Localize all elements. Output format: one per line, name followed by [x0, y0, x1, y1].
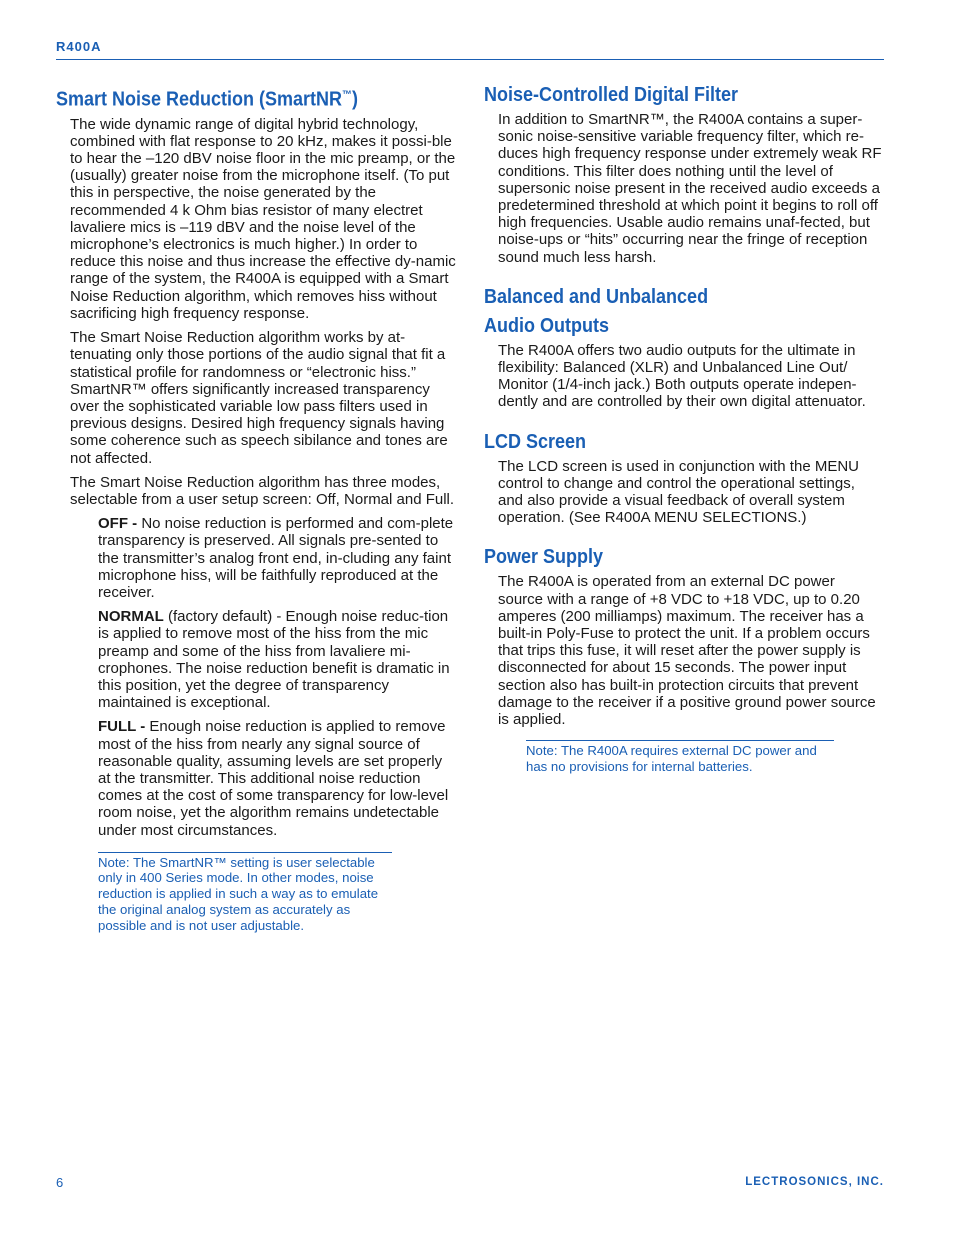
- filter-paragraph: In addition to SmartNR™, the R400A contains a super-sonic noise-sensitive variable frequency filter, which re-duces high frequency response under extremely weak RF conditions. This filter does nothing until the level of supersonic noise present in the received audio exceeds a predetermined threshold at which point it begins to roll off high frequencies. Usable audio remains unaf-fected, but noise-ups or “hits” occurring near the fringe of reception sound much less harsh.: [498, 111, 882, 266]
- mode-off-text: No noise reduction is performed and com-plete transparency is preserved. All signals pre-sented to the transmitter’s analog front end, in-cluding any faint microphone hiss, will be faithfully reproduced at the receiver.: [98, 515, 454, 601]
- smartnr-paragraph-2: The Smart Noise Reduction algorithm works by at-tenuating only those portions of the audio signal that fit a statistical profile for randomness or “electronic hiss.” SmartNR™ offers significantly increased transparency over the sophisticated variable low pass filters used in previous designs. Desired high frequency signals having some coherence such as speech sibilance and tones are not affected.: [70, 329, 448, 467]
- outputs-heading-line-1: Balanced and Unbalanced: [484, 285, 709, 308]
- filter-heading: Noise-Controlled Digital Filter: [484, 84, 739, 106]
- running-header-model: R400A: [56, 39, 102, 54]
- left-column: [56, 82, 458, 933]
- mode-normal-text: (factory default) - Enough noise reduc-tion is applied to remove most of the hiss from the mic preamp and some of the hiss from lavaliere mi-crophones. The noise reduction benefit is dramatic in this position, yet the degree of transparency maintained is exceptional.: [98, 608, 450, 712]
- smartnr-paragraph-3: The Smart Noise Reduction algorithm has three modes, selectable from a user setup screen: Off, Normal and Full.: [70, 473, 455, 508]
- mode-normal: [98, 608, 458, 711]
- mode-normal-label: NORMAL: [98, 608, 164, 626]
- power-heading: Power Supply: [484, 546, 604, 569]
- smartnr-heading-text: Smart Noise Reduction (SmartNR: [56, 88, 343, 111]
- power-paragraph: The R400A is operated from an external DC power source with a range of +8 VDC to +18 VDC, up to 0.20 amperes (200 milliamps) maximum. The receiver has a built-in Poly-Fuse to protect the unit. If a problem occurs that trips this fuse, it will reset after the power supply is disconnected for about 15 seconds. The power input section also has built-in protection circuits that prevent damage to the receiver if a positive ground power source is applied.: [498, 573, 876, 729]
- smartnr-heading: [56, 82, 418, 113]
- smartnr-heading-tm: ™: [342, 89, 352, 101]
- outputs-heading-line-2: Audio Outputs: [484, 314, 609, 337]
- mode-full-label: FULL -: [98, 718, 146, 736]
- mode-full-text: Enough noise reduction is applied to remove most of the hiss from nearly any signal source of reasonable quality, assuming levels are set properly at the transmitter. This additional noise reduction comes at the cost of some transparency for low-level room noise, yet the algorithm remains undetectable under most circumstances.: [98, 718, 449, 839]
- smartnr-note: Note: The SmartNR™ setting is user selectable only in 400 Series mode. In other modes, noise reduction is applied in such a way as to emulate the original analog system as accurately as possible and is not user adjustable.: [98, 852, 392, 934]
- outputs-paragraph: The R400A offers two audio outputs for the ultimate in flexibility: Balanced (XLR) and Unbalanced Line Out/ Monitor (1/4-inch jack.) Both outputs operate indepen-dently and are controlled by their own digital attenuator.: [498, 341, 866, 411]
- company-name: LECTROSONICS, INC.: [745, 1176, 884, 1188]
- smartnr-paragraph-1: The wide dynamic range of digital hybrid technology, combined with flat response to 20 kHz, makes it possi-ble to hear the –120 dBV noise floor in the mic preamp, or the (usually) greater noise from the microphone itself. (To put this in perspective, the noise generated by the recommended 4 k Ohm bias resistor of many electret lavaliere mics is –119 dBV and the noise level of the microphone’s electronics is much higher.) In order to reduce this noise and thus increase the effective dy-namic range of the system, the R400A is equipped with a Smart Noise Reduction algorithm, which removes hiss without sacrificing high frequency response.: [70, 115, 456, 322]
- lcd-paragraph: The LCD screen is used in conjunction with the MENU control to change and control the operational settings, and also provide a visual feedback of overall system operation. (See R400A MENU SELECTIONS.): [498, 457, 859, 527]
- mode-off-label: OFF -: [98, 515, 138, 533]
- page-number: 6: [56, 1175, 64, 1190]
- right-column: [484, 82, 884, 775]
- smartnr-heading-close: ): [351, 88, 358, 111]
- lcd-heading: LCD Screen: [484, 430, 587, 453]
- mode-off: [98, 515, 458, 601]
- power-note: Note: The R400A requires external DC power and has no provisions for internal batteries.: [526, 740, 834, 774]
- header-divider: [56, 59, 884, 60]
- mode-full: [98, 718, 458, 838]
